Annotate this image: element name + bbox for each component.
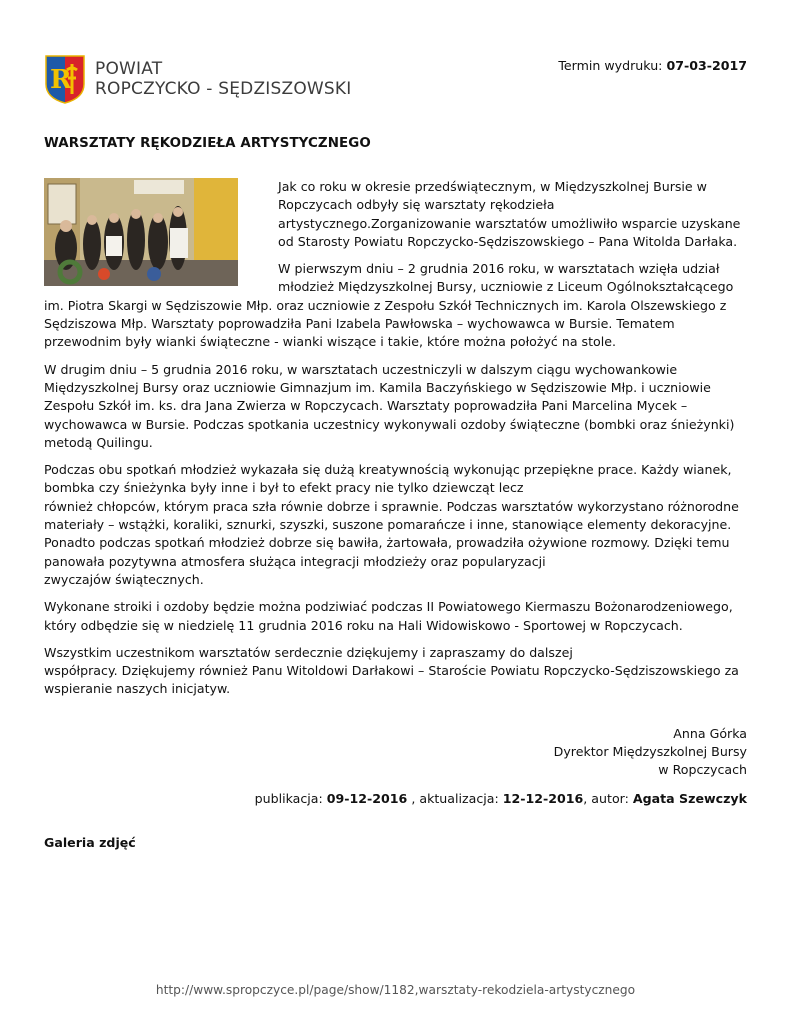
signature — [554, 725, 747, 779]
site-header — [44, 54, 352, 104]
logo-line-1: POWIAT — [95, 59, 163, 79]
paragraph-5: Wykonane stroiki i ozdoby będzie można podziwiać podczas II Powiatowego Kiermaszu Bożonarodzeniowego, który odbędzie się w niedzielę 11 grudnia 2016 roku na Hali Widowiskowo - Sportowej w Ropczycach. — [44, 599, 733, 633]
coat-of-arms-icon — [44, 54, 86, 104]
print-date-value: 07-03-2017 — [666, 58, 747, 73]
print-date-label: Termin wydruku: — [558, 58, 663, 73]
paragraph-4: Podczas obu spotkań młodzież wykazała się dużą kreatywnością wykonując przepiękne prace. Każdy wianek, bombka czy śnieżynka były inne i był to efekt pracy nie tylko dziewcząt lecz również chłopców, którym praca szła równie dobrze i sprawnie. Podczas warsztatów wykorzystano różnorodne materiały – wstążki, koraliki, sznurki, szyszki, suszone pomarańcze i inne, stanowiące elementy dekoracyjne. Ponadto podczas spotkań młodzież dobrze się bawiła, żartowała, prowadziła ożywione rozmowy. Dzięki temu panowała pozytywna atmosfera służąca integracji młodzieży oraz popularyzacji zwyczajów świątecznych. — [44, 462, 739, 587]
publication-meta — [255, 791, 747, 806]
article-title: WARSZTATY RĘKODZIEŁA ARTYSTYCZNEGO — [44, 136, 371, 151]
author-name: Agata Szewczyk — [632, 791, 747, 806]
logo-text — [95, 59, 352, 99]
publication-label: publikacja: — [254, 791, 323, 806]
paragraph-6: Wszystkim uczestnikom warsztatów serdecznie dziękujemy i zapraszamy do dalszej współpracy. Dziękujemy również Panu Witoldowi Darłakowi – Staroście Powiatu Ropczycko-Sędziszowskiego za wspieranie naszych inicjatyw. — [44, 644, 739, 697]
signature-role: Dyrektor Międzyszkolnej Bursy — [553, 744, 747, 759]
signature-name: Anna Górka — [673, 726, 747, 741]
update-label: , aktualizacja: — [411, 791, 499, 806]
author-label: , autor: — [583, 791, 629, 806]
paragraph-2: W pierwszym dniu – 2 grudnia 2016 roku, w warsztatach wzięła udział młodzież Międzyszkolnej Bursy, uczniowie z Liceum Ogólnokształcącego im. Piotra Skargi w Sędziszowie Młp. oraz uczniowie z Zespołu Szkół Technicznych im. Karola Olszewskiego z Sędziszowa Młp. Warsztaty poprowadziła Pani Izabela Pawłowska – wychowawca w Bursie. Tematem przewodnim były wianki świąteczne - wianki wiszące i takie, które można położyć na stole. — [44, 261, 734, 350]
svg-text:R: R — [50, 65, 72, 95]
publication-date: 09-12-2016 — [326, 791, 408, 806]
update-date: 12-12-2016 — [502, 791, 584, 806]
footer-url[interactable]: http://www.spropczyce.pl/page/show/1182,warsztaty-rekodziela-artystycznego — [155, 983, 636, 997]
paragraph-1: Jak co roku w okresie przedświątecznym, w Międzyszkolnej Bursie w Ropczycach odbyły się warsztaty rękodzieła artystycznego.Zorganizowanie warsztatów umożliwiło wsparcie uzyskane od Starosty Powiatu Ropczycko-Sędziszowskiego – Pana Witolda Darłaka. — [278, 179, 741, 249]
print-date — [558, 58, 747, 73]
paragraph-3: W drugim dniu – 5 grudnia 2016 roku, w warsztatach uczestniczyli w dalszym ciągu wychowankowie Międzyszkolnej Bursy oraz uczniowie Gimnazjum im. Kamila Baczyńskiego w Sędziszowie Młp. i uczniowie Zespołu Szkół im. ks. dra Jana Zwierza w Ropczycach. Warsztaty poprowadziła Pani Marcelina Mycek – wychowawca w Bursie. Podczas spotkania uczestnicy wykonywali ozdoby świąteczne (bombki oraz śnieżynki) metodą Quilingu. — [44, 361, 735, 450]
gallery-heading: Galeria zdjęć — [44, 835, 136, 850]
signature-place: w Ropczycach — [658, 762, 747, 777]
article-body — [44, 178, 749, 708]
workshop-photo[interactable] — [44, 178, 238, 286]
logo-line-2: ROPCZYCKO - SĘDZISZOWSKI — [95, 79, 352, 99]
